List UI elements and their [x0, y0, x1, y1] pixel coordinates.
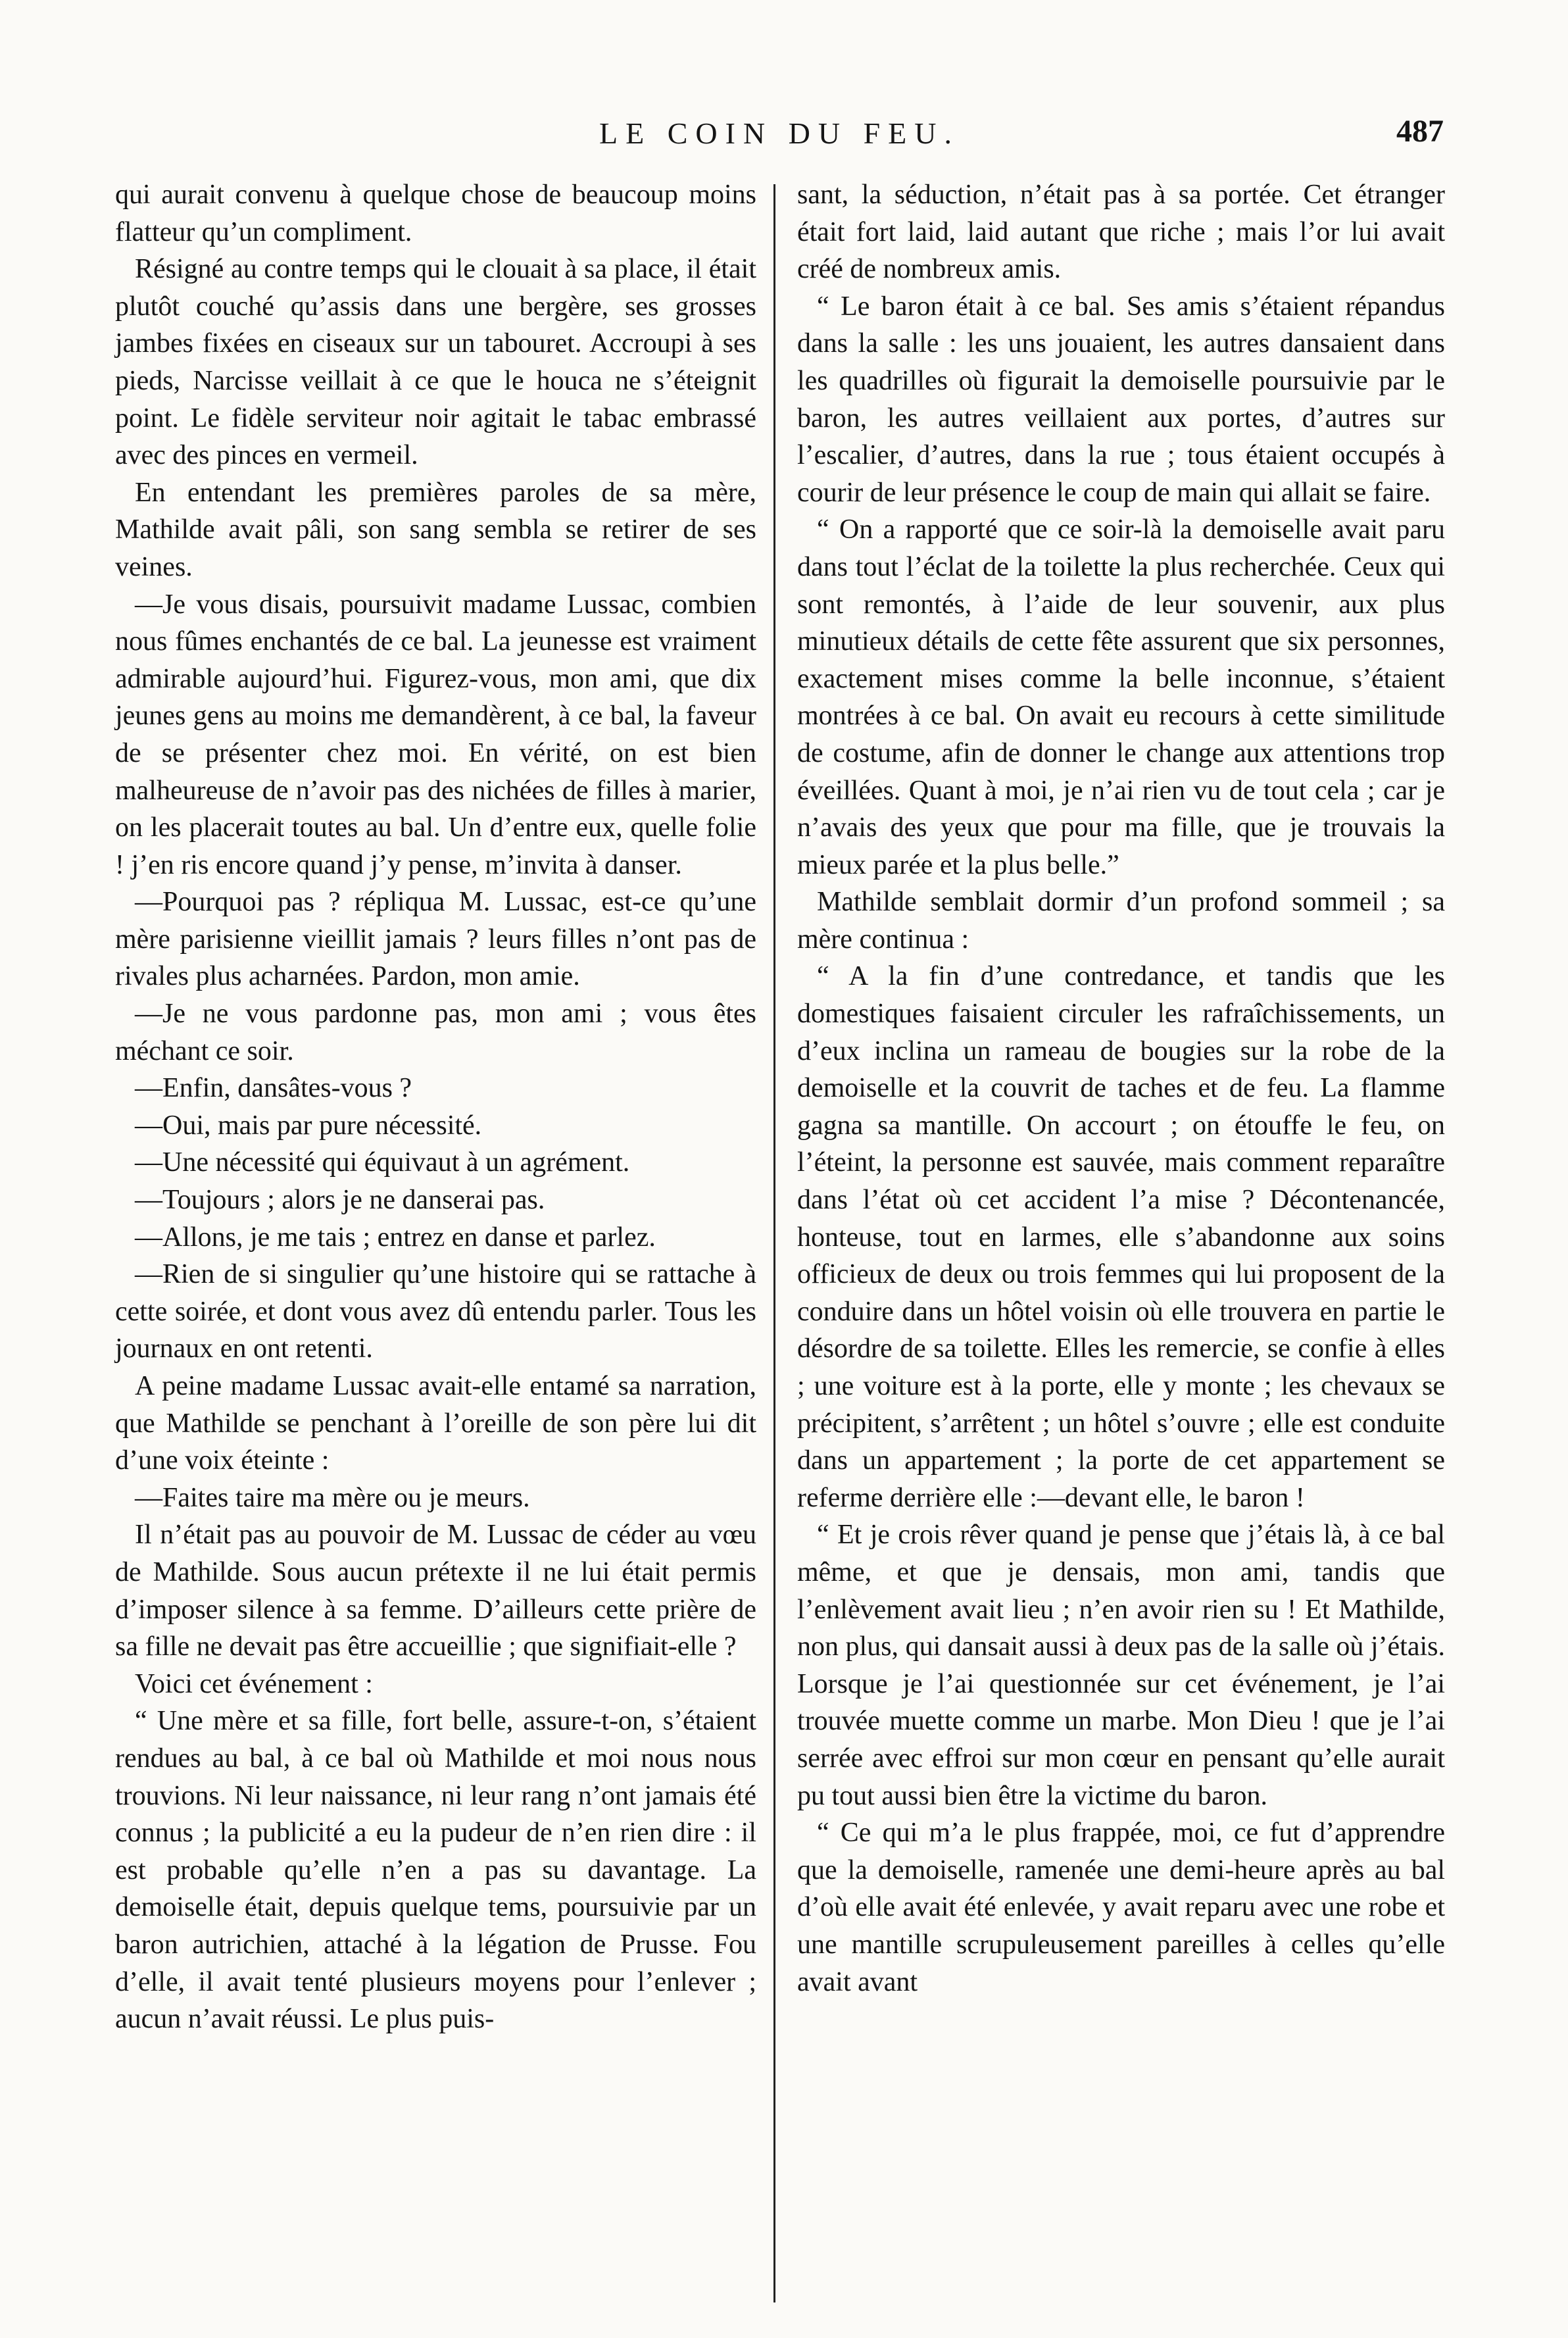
paragraph: sant, la séduction, n’était pas à sa portée. Cet étranger était fort laid, laid autant que riche ; mais l’or lui avait créé de nombreux amis.	[797, 180, 1445, 285]
paragraph: En entendant les premières paroles de sa mère, Mathilde avait pâli, son sang sembla se retirer de ses veines.	[115, 477, 756, 582]
paragraph: Mathilde semblait dormir d’un profond sommeil ; sa mère continua :	[797, 887, 1445, 955]
paragraph: “ Le baron était à ce bal. Ses amis s’étaient répandus dans la salle : les uns jouaient, les autres dansaient dans les quadrilles où figurait la demoiselle poursuivie par le baron, les autres veillaient aux portes, d’autres sur l’escalier, d’autres, dans la rue ; tous étaient occupés à courir de leur présence le coup de main qui allait se faire.	[797, 291, 1445, 508]
column-divider	[773, 184, 775, 2302]
paragraph: “ A la fin d’une contredance, et tandis que les domestiques faisaient circuler les rafraîchissements, un d’eux inclina un rameau de bougies sur la robe de la demoiselle et la couvrit de taches et de feu. La flamme gagna sa mantille. On accourt ; on étouffe le feu, on l’éteint, la personne est sauvée, mais comment reparaître dans l’état où cet accident l’a mise ? Décontenancée, honteuse, tout en larmes, elle s’abandonne aux soins officieux de deux ou trois femmes qui lui proposent de la conduire dans un hôtel voisin où elle trouvera en partie le désordre de sa toilette. Elles les remercie, se confie à elles ; une voiture est à la porte, elle y monte ; les chevaux se précipitent, s’arrêtent ; un hôtel s’ouvre ; elle est conduite dans un appartement ; la porte de cet appartement se referme derrière elle :—devant elle, le baron !	[797, 961, 1445, 1513]
paragraph: —Je vous disais, poursuivit madame Lussac, combien nous fûmes enchantés de ce bal. La jeunesse est vraiment admirable aujourd’hui. Figurez-vous, mon ami, que dix jeunes gens au moins me demandèrent, à ce bal, la faveur de se présenter chez moi. En vérité, on est bien malheureuse de n’avoir pas des nichées de filles à marier, on les placerait toutes au bal. Un d’entre eux, quelle folie ! j’en ris encore quand j’y pense, m’invita à danser.	[115, 589, 756, 880]
paragraph: Voici cet événement :	[135, 1668, 373, 1699]
paragraph: “ Ce qui m’a le plus frappée, moi, ce fut d’apprendre que la demoiselle, ramenée une demi-heure après au bal d’où elle avait été enlevée, y avait reparu avec une robe et une mantille scrupuleusement pareilles à celles qu’elle avait avant	[797, 1818, 1445, 1997]
paragraph: “ Et je crois rêver quand je pense que j’étais là, à ce bal même, et que je densais, mon ami, tandis que l’enlèvement avait lieu ; n’en avoir rien su ! Et Mathilde, non plus, qui dansait aussi à deux pas de la salle où j’étais. Lorsque je l’ai questionnée sur cet événement, je l’ai trouvée muette comme un marbe. Mon Dieu ! que je l’ai serrée avec effroi sur mon cœur en pensant qu’elle aurait pu tout aussi bien être la victime du baron.	[797, 1520, 1445, 1811]
paragraph: qui aurait convenu à quelque chose de beaucoup moins flatteur qu’un compliment.	[115, 180, 756, 247]
paragraph: Résigné au contre temps qui le clouait à sa place, il était plutôt couché qu’assis dans une bergère, ses grosses jambes fixées en ciseaux sur un tabouret. Accroupi à ses pieds, Narcisse veillait à ce que le houca ne s’éteignit point. Le fidèle serviteur noir agitait le tabac embrassé avec des pinces en vermeil.	[115, 254, 756, 471]
paragraph: —Je ne vous pardonne pas, mon ami ; vous êtes méchant ce soir.	[115, 999, 756, 1066]
paragraph: —Pourquoi pas ? répliqua M. Lussac, est-ce qu’une mère parisienne vieillit jamais ? leurs filles n’ont pas de rivales plus acharnées. Pardon, mon amie.	[115, 887, 756, 992]
running-title: LE COIN DU FEU.	[599, 116, 960, 150]
paragraph: —Une nécessité qui équivaut à un agrément.	[135, 1147, 630, 1178]
paragraph: “ On a rapporté que ce soir-là la demoiselle avait paru dans tout l’éclat de la toilette la plus recherchée. Ceux qui sont remontés, à l’aide de leur souvenir, aux plus minutieux détails de cette fête assurent que six personnes, exactement mises comme la belle inconnue, s’étaient montrées à ce bal. On avait eu recours à cette similitude de costume, afin de donner le change aux attentions trop éveillées. Quant à moi, je n’ai rien vu de tout cela ; car je n’avais des yeux que pour ma fille, que je trouvais la mieux parée et la plus belle.”	[797, 514, 1445, 880]
paragraph: A peine madame Lussac avait-elle entamé sa narration, que Mathilde se penchant à l’oreille de son père lui dit d’une voix éteinte :	[115, 1371, 756, 1476]
left-column	[115, 176, 756, 2038]
paragraph: —Oui, mais par pure nécessité.	[135, 1110, 482, 1141]
paragraph: Il n’était pas au pouvoir de M. Lussac de céder au vœu de Mathilde. Sous aucun prétexte il ne lui était permis d’imposer silence à sa femme. D’ailleurs cette prière de sa fille ne devait pas être accueillie ; que signifiait-elle ?	[115, 1520, 756, 1662]
paragraph: —Rien de si singulier qu’une histoire qui se rattache à cette soirée, et dont vous avez dû entendu parler. Tous les journaux en ont retenti.	[115, 1259, 756, 1364]
page-header	[115, 111, 1444, 157]
paragraph: —Allons, je me tais ; entrez en danse et parlez.	[135, 1222, 656, 1253]
paragraph: —Faites taire ma mère ou je meurs.	[135, 1482, 530, 1513]
right-column	[797, 176, 1445, 2001]
paragraph: “ Une mère et sa fille, fort belle, assure-t-on, s’étaient rendues au bal, à ce bal où Mathilde et moi nous nous trouvions. Ni leur naissance, ni leur rang n’ont jamais été connus ; la publicité a eu la pudeur de n’en rien dire : il est probable qu’elle n’en a pas su davantage. La demoiselle était, depuis quelque tems, poursuivie par un baron autrichien, attaché à la légation de Prusse. Fou d’elle, il avait tenté plusieurs moyens pour l’enlever ; aucun n’avait réussi. Le plus puis-	[115, 1706, 756, 2035]
paragraph: —Toujours ; alors je ne danserai pas.	[135, 1185, 545, 1216]
page-number: 487	[1396, 114, 1444, 149]
paragraph: —Enfin, dansâtes-vous ?	[135, 1073, 412, 1104]
